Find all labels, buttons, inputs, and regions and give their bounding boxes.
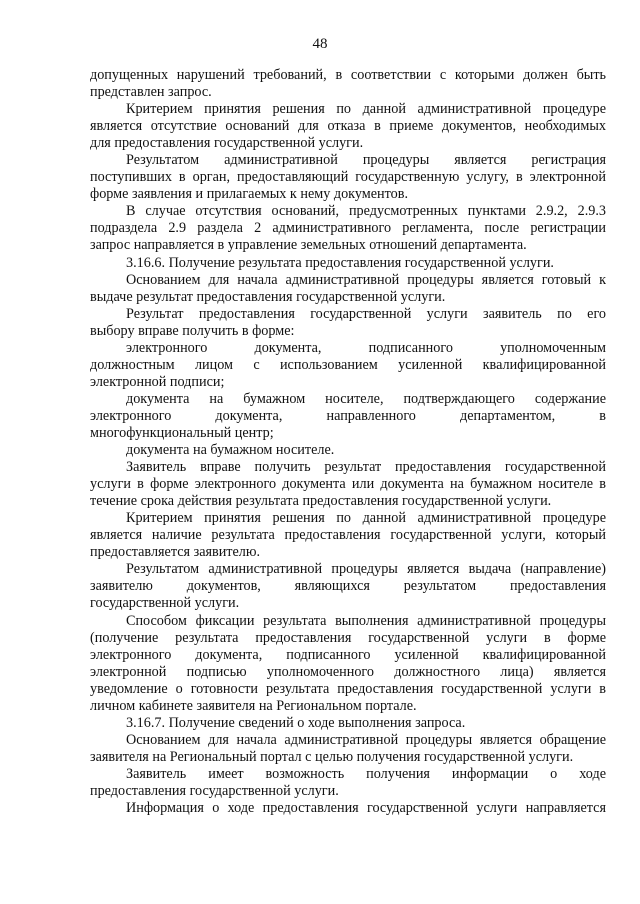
text-line: (получение результата предоставления государственной услуги в форме: [90, 629, 606, 646]
text-line: предоставления государственной услуги.: [90, 782, 339, 799]
text-line: документа на бумажном носителе.: [126, 442, 335, 459]
text-line: 3.16.6. Получение результата предоставления государственной услуги.: [126, 254, 554, 271]
text-line: многофункциональный центр;: [90, 424, 274, 441]
text-line: услуги в форме электронного документа или документа на бумажном носителе в: [90, 476, 606, 493]
text-line: государственной услуги.: [90, 595, 240, 612]
text-line: Основанием для начала административной процедуры является обращение: [126, 731, 606, 748]
text-line: уведомление о готовности результата предоставления государственной услуги в: [90, 680, 606, 697]
text-line: Критерием принятия решения по данной административной процедуре: [126, 510, 606, 527]
text-line: электронного документа, подписанного уполномоченным: [126, 339, 606, 356]
text-line: заявителя на Региональный портал с целью получения государственной услуги.: [90, 748, 574, 765]
text-line: течение срока действия результата предоставления государственной услуги.: [90, 493, 552, 510]
text-line: поступивших в орган, предоставляющий государственную услугу, в электронной: [90, 169, 606, 186]
document-body: [90, 67, 606, 817]
text-line: для предоставления государственной услуги.: [90, 135, 364, 152]
text-line: электронной подписи;: [90, 373, 225, 390]
text-line: заявителю документов, являющихся результатом предоставления: [90, 578, 606, 595]
text-line: предоставляется заявителю.: [90, 544, 261, 561]
text-line: представлен запрос.: [90, 84, 212, 101]
text-line: Информация о ходе предоставления государственной услуги направляется: [126, 800, 606, 817]
text-line: электронной подписью уполномоченного должностного лица) является: [90, 663, 606, 680]
text-line: Основанием для начала административной процедуры является готовый к: [126, 271, 606, 288]
text-line: выдаче результат предоставления государственной услуги.: [90, 288, 446, 305]
text-line: документа на бумажном носителе, подтверждающего содержание: [126, 390, 606, 407]
text-line: Способом фиксации результата выполнения административной процедуры: [126, 612, 606, 629]
text-line: личном кабинете заявителя на Региональном портале.: [90, 697, 417, 714]
text-line: Результатом административной процедуры является регистрация: [126, 152, 606, 169]
text-line: выбору вправе получить в форме:: [90, 322, 295, 339]
page-number: 48: [312, 36, 328, 52]
text-line: 3.16.7. Получение сведений о ходе выполнения запроса.: [126, 714, 466, 731]
text-line: является наличие результата предоставления государственной услуги, который: [90, 527, 606, 544]
text-line: должностным лицом с использованием усиленной квалифицированной: [90, 356, 606, 373]
text-line: электронного документа, подписанного усиленной квалифицированной: [90, 646, 606, 663]
text-line: Результат предоставления государственной услуги заявитель по его: [126, 305, 606, 322]
text-line: Результатом административной процедуры является выдача (направление): [126, 561, 606, 578]
text-line: Заявитель имеет возможность получения информации о ходе: [126, 765, 606, 782]
text-line: Критерием принятия решения по данной административной процедуре: [126, 101, 606, 118]
text-line: В случае отсутствия оснований, предусмотренных пунктами 2.9.2, 2.9.3: [126, 203, 606, 220]
text-line: запрос направляется в управление земельных отношений департамента.: [90, 237, 527, 254]
text-line: подраздела 2.9 раздела 2 административного регламента, после регистрации: [90, 220, 606, 237]
text-line: электронного документа, направленного департаментом, в: [90, 407, 606, 424]
text-line: допущенных нарушений требований, в соответствии с которыми должен быть: [90, 67, 606, 83]
text-line: является отсутствие оснований для отказа в приеме документов, необходимых: [90, 118, 606, 135]
text-line: форме заявления и прилагаемых к нему документов.: [90, 186, 408, 203]
text-line: Заявитель вправе получить результат предоставления государственной: [126, 459, 606, 476]
